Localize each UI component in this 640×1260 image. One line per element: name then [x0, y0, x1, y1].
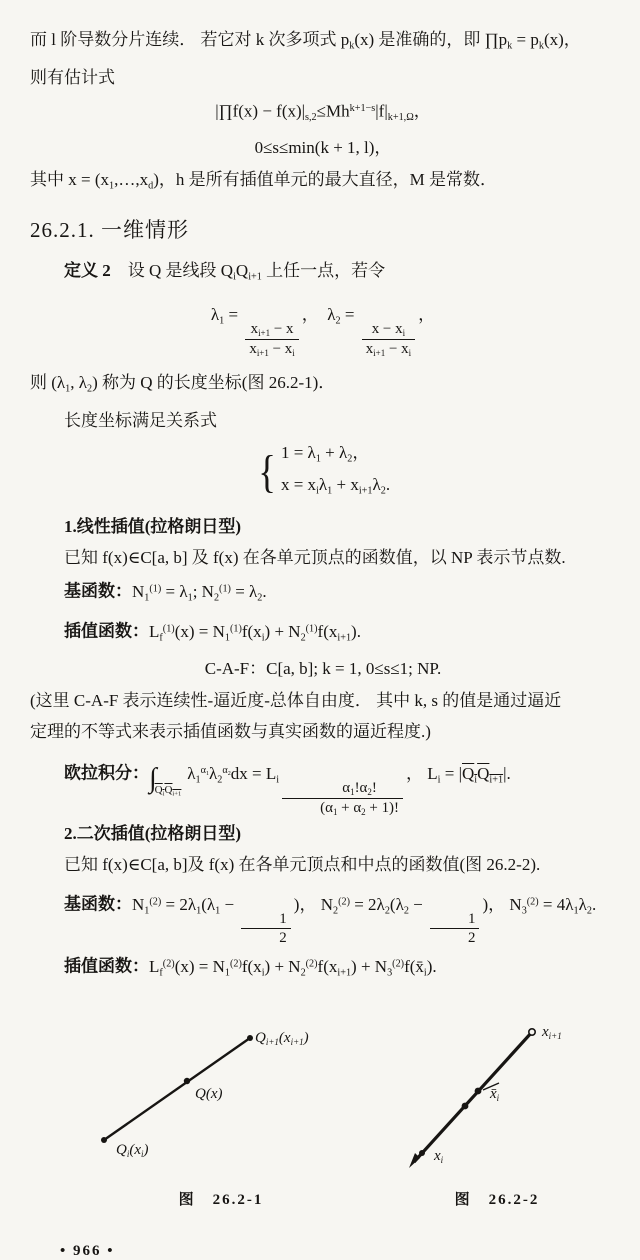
- basis-label: 基函数：: [64, 581, 132, 601]
- interp-label-2: 插值函数：: [64, 956, 149, 976]
- definition-text: 设 Q 是线段 $Q_iQ_{i+1}$ 上任一点，若令: [110, 261, 386, 283]
- section-heading: 26.2.1. 一维情形: [30, 218, 189, 243]
- equation-case2: $x = x_i\lambda_1 + x_{i+1}\lambda_2$.: [280, 475, 391, 497]
- line-linear-interp: [30, 613, 616, 653]
- line-linear-basis: [30, 573, 616, 613]
- fig1-label-endpoint-bottom: $Q_i(x_i)$: [116, 1142, 149, 1160]
- heading-quadratic-interpolation: 2.二次插值(拉格朗日型): [64, 824, 242, 844]
- heading-linear-interpolation: 1.线性插值(拉格朗日型): [64, 516, 242, 536]
- basis-label-2: 基函数：: [64, 895, 132, 915]
- paragraph-intro-line2: 则有估计式: [30, 67, 115, 87]
- equation-lambda: [30, 301, 616, 359]
- equation-lambda1: $\lambda_1$ = $\frac{x_{i+1} - x}{x_{i+1} - x_i}$ ，: [210, 304, 311, 359]
- fig1-label-endpoint-top: $Q_{i+1}(x_{i+1})$: [255, 1030, 309, 1048]
- definition-label: 定义 2: [64, 261, 111, 281]
- figure-26-2-2: [402, 1022, 592, 1209]
- integral-subscript: QiQi+1: [154, 784, 182, 798]
- line-quadratic-basis: [30, 880, 616, 948]
- euler-label: 欧拉积分：: [64, 763, 149, 783]
- paragraph-relation-intro: 长度坐标满足关系式: [64, 410, 217, 430]
- line-caf: C-A-F：C[a, b]; k = 1, 0≤s≤1; NP.: [204, 659, 442, 679]
- equation-error-estimate: |∏f(x) − $f(x)|_{s,2}\le Mh^{k+1-s}|f|_{k+1,\Omega}$，: [215, 101, 431, 123]
- line-euler-integral: [30, 747, 616, 818]
- paragraph-linear-given: 已知 f(x)∈C[a, b] 及 f(x) 在各单元顶点的函数值，以 NP 表示节点数.: [64, 547, 566, 567]
- euler-integral-formula: $\lambda_1^{\alpha_1}\lambda_2^{\alpha_2}dx = L_i$ $\frac{\alpha_1!\alpha_2!}{(\alpha_1 + \alpha_2 + 1)!}$ ， $L_i = |Q_iQ_{i+1}|$.: [187, 763, 511, 818]
- quadratic-interp-formula: $L_f^{(2)}(x) = N_1^{(2)}f(x_i) + N_2^{(2)}f(x_{i+1})$ + $N_3^{(2)}f(x̄_i)$.: [149, 956, 437, 979]
- fig1-caption: 图 26.2-1: [178, 1192, 264, 1209]
- paragraph-notation-note: 其中 $x = (x_1,\dots,x_d)$，h 是所有插值单元的最大直径，M 是常数．: [30, 169, 497, 192]
- equation-s-range: 0≤s≤min(k + 1, l)，: [254, 137, 392, 157]
- fig2-label-endpoint-top: $x_{i+1}$: [542, 1024, 562, 1042]
- equation-case1: $1 = \lambda_1 + \lambda_2$，: [280, 442, 370, 465]
- fig2-label-endpoint-bottom: $x_i$: [434, 1148, 444, 1166]
- figures-row: [92, 1022, 616, 1209]
- paragraph-caf-note-line1: (这里 C-A-F 表示连续性-逼近度-总体自由度． 其中 k, s 的值是通过逼近: [30, 691, 562, 711]
- integral-sign: ∫: [149, 763, 157, 795]
- line-quadratic-interp: [30, 948, 616, 988]
- equation-cases: [30, 440, 616, 505]
- interp-label: 插值函数：: [64, 621, 149, 641]
- figure-26-2-1: [92, 1022, 350, 1209]
- cases-brace: {: [258, 446, 276, 498]
- paragraph-intro-line1: 而 l 阶导数分片连续． 若它对 k 次多项式 $p_k(x)$ 是准确的，即 $\prod p_k = p_k(x)$，: [30, 30, 581, 52]
- paragraph-caf-note-line2: 定理的不等式来表示插值函数与真实函数的逼近程度.): [30, 722, 431, 742]
- equation-lambda2: $\lambda_2$ = $\frac{x - x_i}{x_{i+1} - x_i}$ ，: [327, 304, 436, 359]
- fig1-label-midpoint: Q(x): [195, 1086, 223, 1103]
- quadratic-basis-formula: $N_1^{(2)} = 2\lambda_1(\lambda_1$ − $\frac{1}{2}$ )， $N_2^{(2)} = 2\lambda_2(\lambda_2$ − $\frac{1}{2}$ )， $N_3^{(2)} = 4\lambda_1\lambda_2$.: [132, 895, 597, 947]
- paragraph-length-coordinates: 则 ($\lambda_1$, $\lambda_2$) 称为 Q 的长度坐标(图 26.2-1)．: [30, 373, 336, 395]
- fig2-label-midpoint: $x̄_i$: [490, 1086, 500, 1104]
- fig2-caption: 图 26.2-2: [454, 1192, 540, 1209]
- paragraph-definition: [30, 255, 616, 293]
- paragraph-quadratic-given: 已知 f(x)∈C[a, b]及 f(x) 在各单元顶点和中点的函数值(图 26.2-2).: [64, 855, 541, 875]
- linear-interp-formula: $L_f^{(1)}(x) = N_1^{(1)}f(x_i) + N_2^{(1)}f(x_{i+1})$.: [149, 621, 361, 644]
- page-number: • 966 •: [60, 1243, 115, 1260]
- linear-basis-formula: $N_1^{(1)} = \lambda_1$; $N_2^{(1)} = \lambda_2$.: [132, 581, 267, 604]
